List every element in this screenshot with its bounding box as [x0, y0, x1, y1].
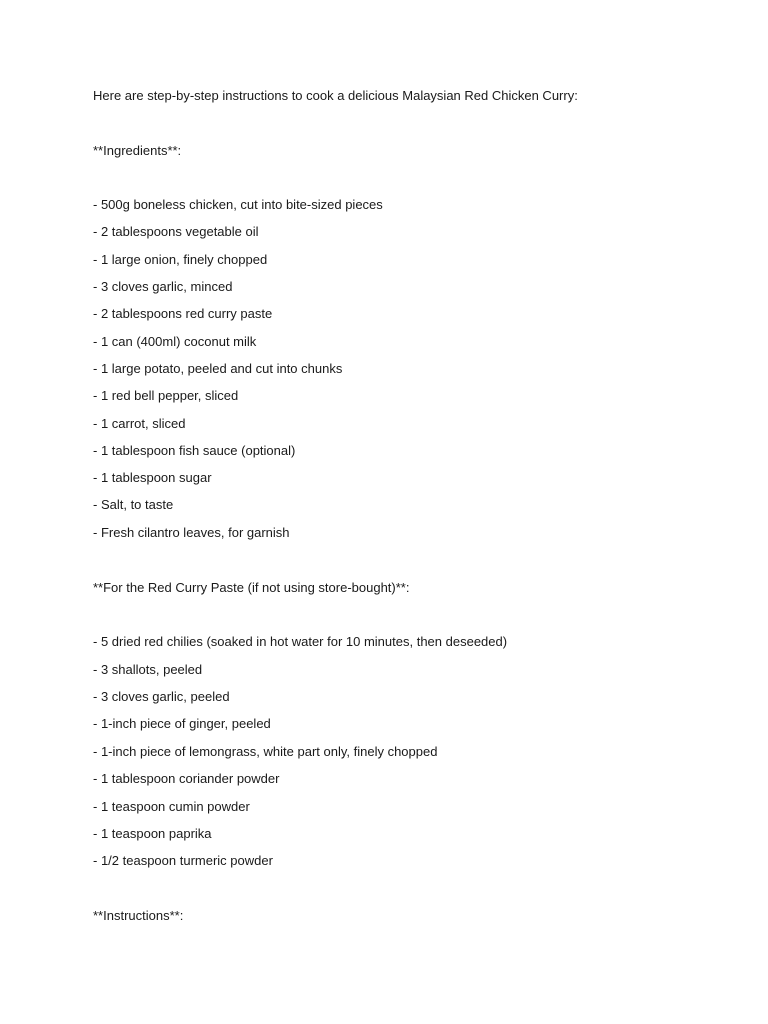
- paste-ingredient-item: - 1/2 teaspoon turmeric powder: [93, 853, 273, 868]
- ingredient-item: - 1 red bell pepper, sliced: [93, 388, 239, 403]
- ingredient-item: - 1 tablespoon fish sauce (optional): [93, 443, 296, 458]
- ingredient-item: - 2 tablespoons vegetable oil: [93, 224, 259, 239]
- ingredient-item: - 1 carrot, sliced: [93, 416, 186, 431]
- ingredient-item: - 2 tablespoons red curry paste: [93, 306, 273, 321]
- ingredients-heading: **Ingredients**:: [93, 143, 182, 158]
- ingredient-item: - 1 large potato, peeled and cut into chunks: [93, 361, 343, 376]
- paste-heading: **For the Red Curry Paste (if not using store-bought)**:: [93, 580, 410, 595]
- paste-ingredient-item: - 1-inch piece of lemongrass, white part only, finely chopped: [93, 744, 438, 759]
- paste-ingredient-item: - 1 teaspoon paprika: [93, 826, 212, 841]
- paste-ingredient-item: - 1 teaspoon cumin powder: [93, 799, 250, 814]
- ingredient-item: - 3 cloves garlic, minced: [93, 279, 233, 294]
- paste-ingredient-item: - 5 dried red chilies (soaked in hot water for 10 minutes, then deseeded): [93, 634, 508, 649]
- ingredient-item: - 500g boneless chicken, cut into bite-sized pieces: [93, 197, 383, 212]
- ingredient-item: - 1 tablespoon sugar: [93, 470, 212, 485]
- ingredient-item: - Salt, to taste: [93, 497, 174, 512]
- ingredient-item: - 1 large onion, finely chopped: [93, 252, 268, 267]
- paste-ingredient-item: - 3 cloves garlic, peeled: [93, 689, 230, 704]
- paste-ingredient-item: - 1-inch piece of ginger, peeled: [93, 716, 271, 731]
- ingredient-item: - Fresh cilantro leaves, for garnish: [93, 525, 290, 540]
- ingredient-item: - 1 can (400ml) coconut milk: [93, 334, 257, 349]
- paste-ingredient-item: - 1 tablespoon coriander powder: [93, 771, 280, 786]
- instructions-heading: **Instructions**:: [93, 908, 184, 923]
- paste-ingredient-item: - 3 shallots, peeled: [93, 662, 203, 677]
- intro-text: Here are step-by-step instructions to cook a delicious Malaysian Red Chicken Curry:: [93, 88, 578, 103]
